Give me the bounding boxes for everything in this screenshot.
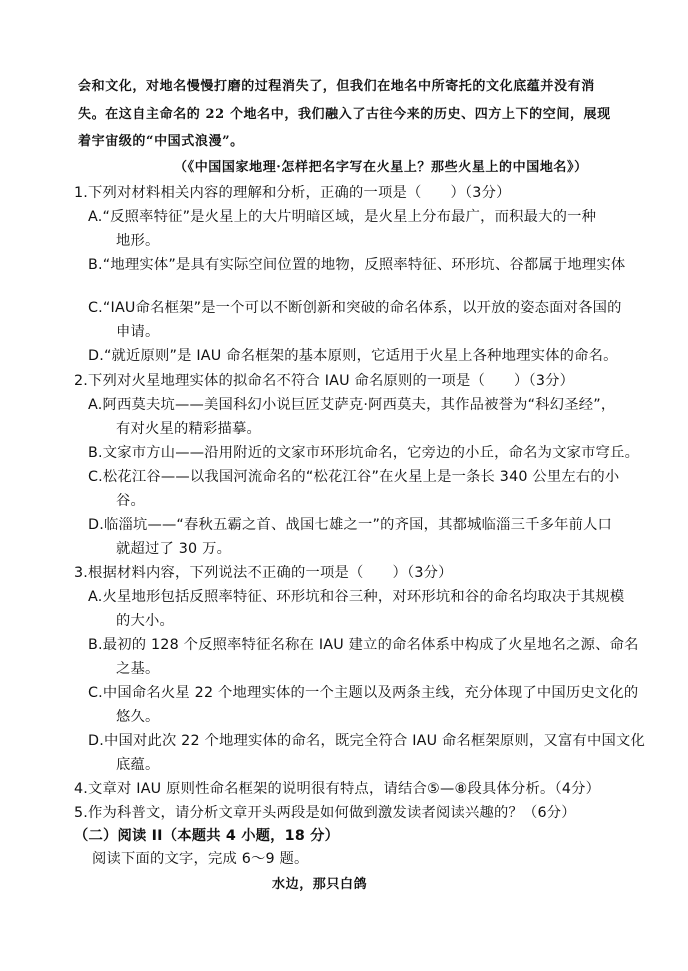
question-4: 4.文章对 IAU 原则性命名框架的说明很有特点，请结合⑤—⑧段具体分析。（4分） [74,781,601,797]
section-heading: （二）阅读 II（本题共 4 小题，18 分） [74,828,340,844]
question-3-option-d-cont: 底蕴。 [116,757,160,773]
question-2-stem: 2.下列对火星地理实体的拟命名不符合 IAU 命名原则的一项是（ ）（3分） [74,373,575,389]
question-2-option-a-cont: 有对火星的精彩描摹。 [116,421,261,437]
passage-title: 水边，那只白鸽 [272,877,368,892]
passage-source: （《中国国家地理·怎样把名字写在火星上？那些火星上的中国地名》） [174,160,588,175]
question-3-option-b-cont: 之基。 [116,661,160,677]
question-3-option-c: C.中国命名火星 22 个地理实体的一个主题以及两条主线，充分体现了中国历史文化的 [88,685,639,701]
question-1-option-c-cont: 申请。 [116,324,160,340]
question-2-option-a: A.阿西莫夫坑——美国科幻小说巨匠艾萨克·阿西莫夫，其作品被誉为“科幻圣经”， [88,397,616,413]
question-1-option-d: D.“就近原则”是 IAU 命名框架的基本原则，它适用于火星上各种地理实体的命名。 [88,348,618,364]
question-1-stem: 1.下列对材料相关内容的理解和分析，正确的一项是（ ）（3分） [74,185,511,201]
question-1-option-a: A.“反照率特征”是火星上的大片明暗区域，是火星上分布最广，而积最大的一种 [88,209,597,225]
question-3-option-a: A.火星地形包括反照率特征、环形坑和谷三种，对环形坑和谷的命名均取决于其规模 [88,589,625,605]
question-1-option-b: B.“地理实体”是具有实际空间位置的地物，反照率特征、环形坑、谷都属于地理实体 [88,257,626,273]
question-1-option-a-cont: 地形。 [116,233,160,249]
question-2-option-d: D.临淄坑——“春秋五霸之首、战国七雄之一”的齐国，其都城临淄三千多年前人口 [88,517,613,533]
section-instruction: 阅读下面的文字，完成 6～9 题。 [92,851,309,867]
question-2-option-c: C.松花江谷——以我国河流命名的“松花江谷”在火星上是一条长 340 公里左右的小 [88,469,620,485]
question-3-option-b: B.最初的 128 个反照率特征名称在 IAU 建立的命名体系中构成了火星地名之源、命名 [88,637,639,653]
question-3-option-c-cont: 悠久。 [116,709,160,725]
question-3-option-a-cont: 的大小。 [116,613,174,629]
question-2-option-b: B.文家市方山——沿用附近的文家市环形坑命名，它旁边的小丘，命名为文家市穹丘。 [88,445,640,461]
question-3-stem: 3.根据材料内容，下列说法不正确的一项是（ ）（3分） [74,565,453,581]
question-2-option-c-cont: 谷。 [116,493,145,509]
passage-line-1: 会和文化，对地名慢慢打磨的过程消失了，但我们在地名中所寄托的文化底蕴并没有消 [78,79,595,94]
question-1-option-c: C.“IAU命名框架”是一个可以不断创新和突破的命名体系，以开放的姿态面对各国的 [88,300,622,316]
question-3-option-d: D.中国对此次 22 个地理实体的命名，既完全符合 IAU 命名框架原则，又富有中国文化 [88,733,645,749]
question-5: 5.作为科普文，请分析文章开头两段是如何做到激发读者阅读兴趣的？（6分） [74,805,576,821]
question-2-option-d-cont: 就超过了 30 万。 [116,541,232,557]
passage-line-2: 失。在这自主命名的 22 个地名中，我们融入了古往今来的历史、四方上下的空间，展现 [78,107,611,122]
passage-line-3: 着宇宙级的“中国式浪漫”。 [78,134,244,149]
